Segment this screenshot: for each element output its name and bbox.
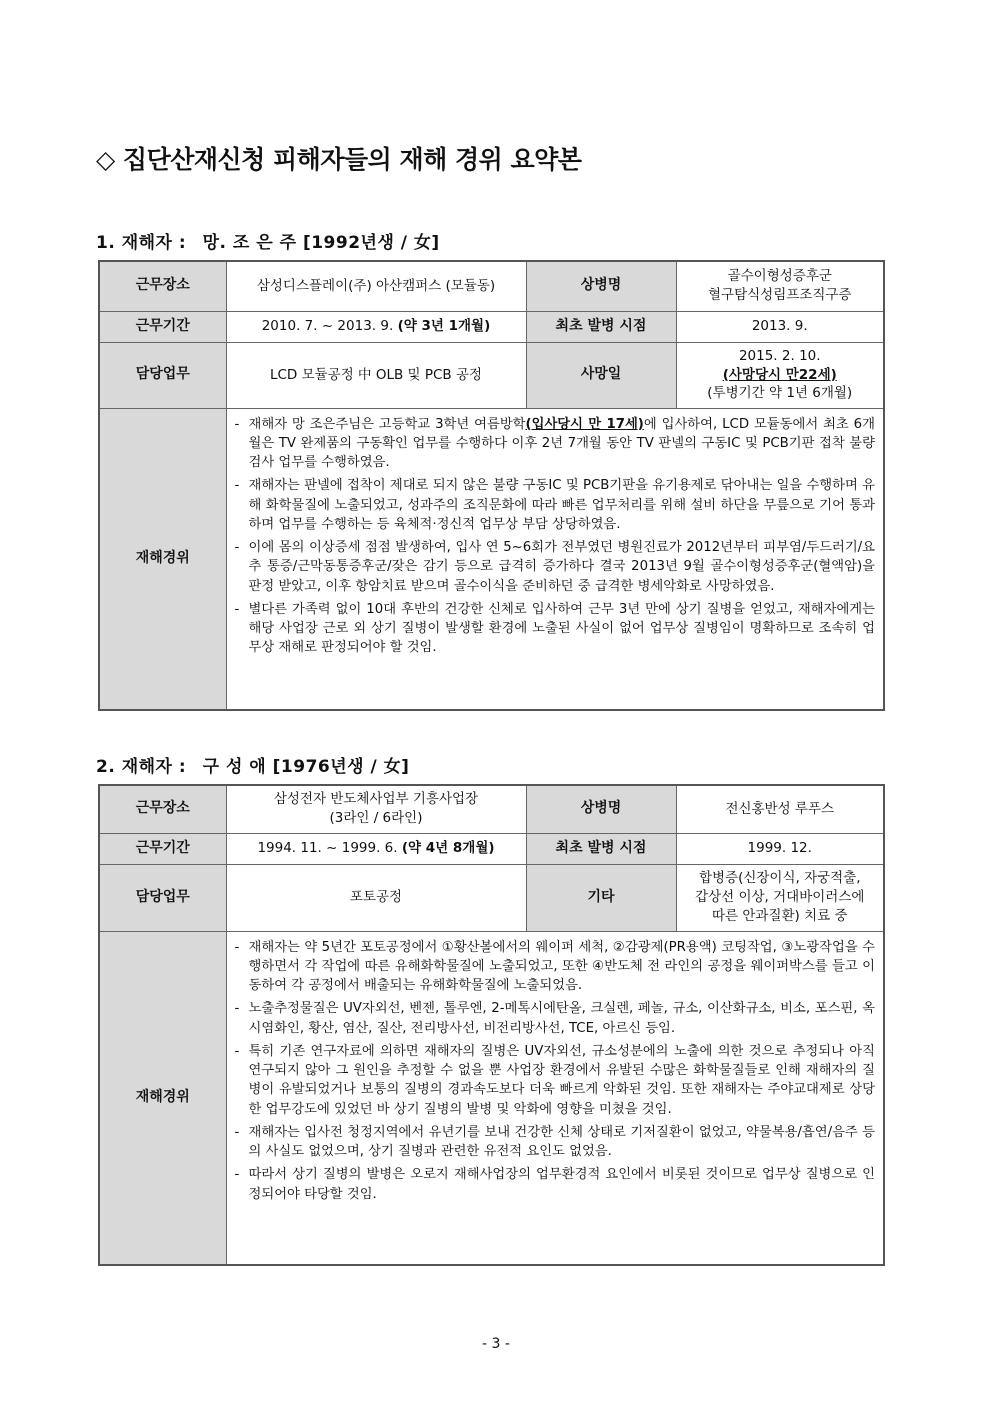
onset-label: 최초 발병 시점 <box>526 311 676 342</box>
death-age: (사망당시 만22세) <box>722 366 837 383</box>
other-label: 기타 <box>526 864 676 931</box>
period-dates: 1994. 11. ~ 1999. 6. <box>257 840 398 857</box>
narrative-item: - 재해자는 입사전 청정지역에서 유년기를 보내 건강한 신체 상태로 기저질환이 없었고, 약물복용/흡연/음주 등의 사실도 없었으며, 상기 질병과 관련한 유전적 요인도 없었음. <box>235 1123 876 1162</box>
duty-label: 담당업무 <box>99 864 226 931</box>
narrative-content <box>226 931 884 1265</box>
page-number: - 3 - <box>482 1336 510 1352</box>
narrative-item: - 재해자는 판넬에 접착이 제대로 되지 않은 불량 구동IC 및 PCB기판을 유기용제로 닦아내는 일을 수행하며 유해 화학물질에 노출되었고, 성과주의 조직문화에 따라 빠른 업무처리를 위해 설비 하단을 무릎으로 기어 통과하며 업무를 수행하는 등 육체적·정신적 업무상 부담 상당하였음. <box>235 476 876 534</box>
period-value <box>226 311 526 342</box>
workplace-value <box>226 785 526 833</box>
other-line: 갑상선 이상, 거대바이러스에 <box>695 889 865 906</box>
onset-value: 1999. 12. <box>676 833 884 864</box>
other-line: 따른 안과질환) 치료 중 <box>711 907 848 924</box>
case-2-heading-prefix: 2. 재해자 : <box>96 757 187 777</box>
case-1-table <box>98 260 885 711</box>
case-1-heading-name: 망. 조 은 주 [1992년생 / 女] <box>202 233 440 253</box>
other-value <box>676 864 884 931</box>
case-1-heading-prefix: 1. 재해자 : <box>96 233 187 253</box>
narrative-label: 재해경위 <box>99 931 226 1265</box>
narrative-item: - 노출추정물질은 UV자외선, 벤젠, 톨루엔, 2-메톡시에탄올, 크실렌, 페놀, 규소, 이산화규소, 비소, 포스핀, 옥시염화인, 황산, 염산, 질산, 전리방사선, 비전리방사선, TCE, 아르신 등임. <box>235 999 876 1038</box>
death-date-value <box>676 342 884 408</box>
disease-label: 상병명 <box>526 785 676 833</box>
disease-line: 혈구탐식성림프조직구증 <box>708 287 852 304</box>
case-2-heading <box>96 752 409 777</box>
narrative-item: - 따라서 상기 질병의 발병은 오로지 재해사업장의 업무환경적 요인에서 비롯된 것이므로 업무상 질병으로 인정되어야 타당할 것임. <box>235 1165 876 1204</box>
narrative-item: - 재해자는 약 5년간 포토공정에서 ①황산볼에서의 웨이퍼 세척, ②감광제(PR용액) 코팅작업, ③노광작업을 수행하면서 각 작업에 따른 유해화학물질에 노출되었고, 또한 ④반도체 전 라인의 공정을 웨이퍼박스를 들고 이동하여 각 공정에서 배출되는 유해화학물질에 노출되었음. <box>235 938 876 996</box>
onset-value: 2013. 9. <box>676 311 884 342</box>
workplace-label: 근무장소 <box>99 261 226 311</box>
period-label: 근무기간 <box>99 311 226 342</box>
period-duration: (약 3년 1개월) <box>397 318 491 335</box>
narrative-item: - 별다른 가족력 없이 10대 후반의 건강한 신체로 입사하여 근무 3년 만에 상기 질병을 얻었고, 재해자에게는 해당 사업장 근로 외 상기 질병이 발생할 환경에 노출된 사실이 없어 업무상 질병임이 명확하므로 조속히 업무상 재해로 판정되어야 할 것임. <box>235 600 876 658</box>
period-label: 근무기간 <box>99 833 226 864</box>
case-1-heading <box>96 228 440 253</box>
duty-value: 포토공정 <box>226 864 526 931</box>
period-duration: (약 4년 8개월) <box>401 840 495 857</box>
document-title: ◇ 집단산재신청 피해자들의 재해 경위 요약본 <box>96 145 582 174</box>
narrative-label: 재해경위 <box>99 408 226 710</box>
other-line: 합병증(신장이식, 자궁적출, <box>698 870 861 887</box>
period-value <box>226 833 526 864</box>
workplace-line: (3라인 / 6라인) <box>329 810 423 827</box>
case-2-heading-name: 구 성 애 [1976년생 / 女] <box>202 757 410 777</box>
disease-label: 상병명 <box>526 261 676 311</box>
narrative-item: - 이에 몸의 이상증세 점점 발생하여, 입사 연 5~6회가 전부였던 병원진료가 2012년부터 피부염/두드러기/요추 통증/근막동통증후군/잦은 감기 등으로 급격히 증가하다 결국 2013년 9월 골수이형성증후군(혈액암)을 판정 받았고, 이후 항암치료 받으며 골수이식을 준비하던 중 급격한 병세악화로 사망하였음. <box>235 538 876 596</box>
death-date: 2015. 2. 10. <box>738 347 821 364</box>
workplace-line: 삼성전자 반도체사업부 기흥사업장 <box>273 791 479 808</box>
illness-duration: (투병기간 약 1년 6개월) <box>707 385 853 402</box>
disease-value <box>676 261 884 311</box>
narrative-item: - 재해자 망 조은주님은 고등학교 3학년 여름방학(입사당시 만 17세)에 입사하여, LCD 모듈동에서 최초 6개월은 TV 완제품의 구동확인 업무를 수행하다 이후 2년 7개월 동안 TV 판넬의 구동IC 및 PCB기판 접착 불량검사 업무를 수행하였음. <box>235 415 876 473</box>
death-date-label: 사망일 <box>526 342 676 408</box>
disease-line: 골수이형성증후군 <box>727 268 832 285</box>
period-dates: 2010. 7. ~ 2013. 9. <box>261 318 394 335</box>
workplace-value: 삼성디스플레이(주) 아산캠퍼스 (모듈동) <box>226 261 526 311</box>
case-2-table <box>98 784 885 1266</box>
duty-label: 담당업무 <box>99 342 226 408</box>
workplace-label: 근무장소 <box>99 785 226 833</box>
narrative-content <box>226 408 884 710</box>
narrative-item: - 특히 기존 연구자료에 의하면 재해자의 질병은 UV자외선, 규소성분에의 노출에 의한 것으로 추정되나 아직 연구되지 않아 그 원인을 추정할 수 없을 뿐 사업장 환경에서 유발된 수많은 화학물질들로 인해 재해자의 질병이 유발되었거나 보통의 질병의 경과속도보다 더욱 빠르게 악화된 것임. 또한 재해자는 주야교대제로 상당한 업무강도에 있었던 바 상기 질병의 발병 및 악화에 영향을 미쳤을 것임. <box>235 1042 876 1119</box>
onset-label: 최초 발병 시점 <box>526 833 676 864</box>
disease-value: 전신홍반성 루푸스 <box>676 785 884 833</box>
duty-value: LCD 모듈공정 中 OLB 및 PCB 공정 <box>226 342 526 408</box>
